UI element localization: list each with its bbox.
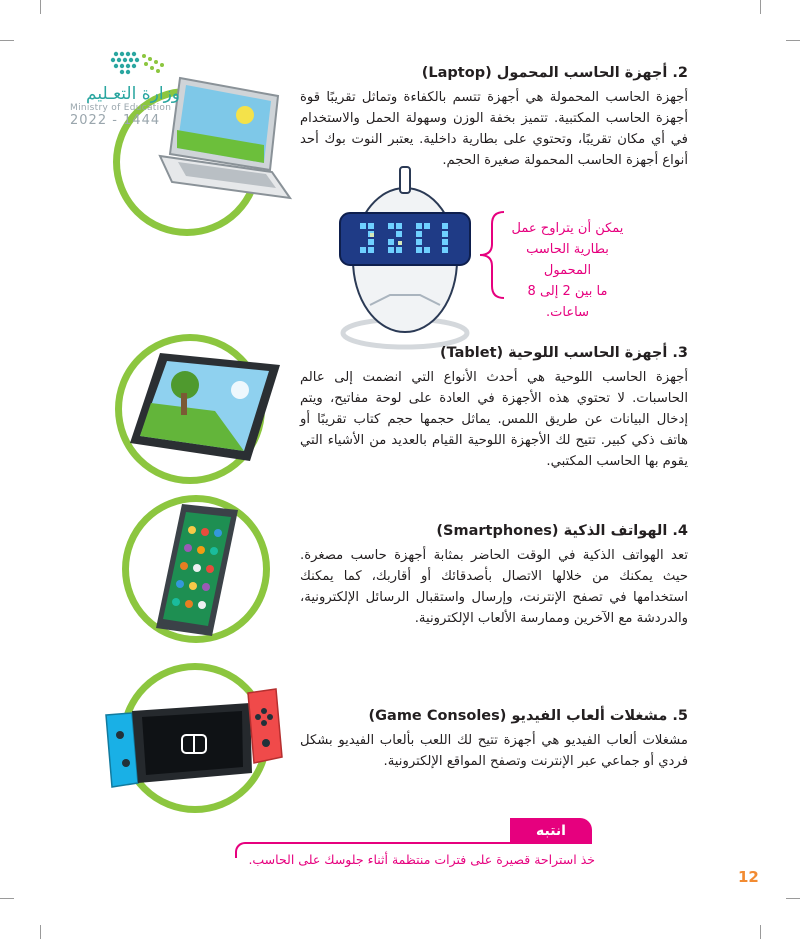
section-body: أجهزة الحاسب المحمولة هي أجهزة تتسم بالكفاءة وتماثل تقريبًا قوة أجهزة الحاسب المكتبية. تتميز بخفة الوزن وسهولة الحمل والاستخدام في أي مكان تقريبًا، وتحتوي على بطارية داخلية. يعتبر النوت بوك أحد أنواع أجهزة الحاسب المحمولة صغيرة الحجم.	[300, 90, 688, 168]
crop-mark	[40, 0, 41, 14]
section-game-consoles	[300, 708, 688, 772]
brace-icon	[478, 210, 508, 300]
section-body: مشغلات ألعاب الفيديو هي أجهزة تتيح لك اللعب بألعاب الفيديو بشكل فردي أو جماعي عبر الإنترنت وتصفح المواقع الإلكترونية.	[300, 733, 688, 769]
section-heading: 3. أجهزة الحاسب اللوحية (Tablet)	[439, 345, 688, 361]
section-smartphones	[300, 523, 688, 629]
battery-tip	[505, 218, 630, 323]
crop-mark	[760, 925, 761, 939]
battery-tip-line: يمكن أن يتراوح عمل	[511, 221, 624, 236]
crop-mark	[40, 925, 41, 939]
logo-year: 2022 - 1444	[70, 113, 161, 128]
game-console-image	[100, 685, 285, 795]
crop-mark	[786, 898, 800, 899]
note-title: انتبه	[510, 818, 592, 844]
section-tablet	[300, 345, 688, 472]
ministry-logo	[70, 50, 180, 128]
crop-mark	[0, 40, 14, 41]
logo-arabic-name: وزارة التعـليم	[86, 84, 180, 104]
crop-mark	[786, 40, 800, 41]
battery-tip-line: ما بين 2 إلى 8 ساعات.	[527, 284, 608, 320]
logo-english-name: Ministry of Education	[70, 103, 172, 113]
logo-dots-icon	[76, 50, 176, 78]
tablet-image	[125, 345, 285, 465]
crop-mark	[760, 0, 761, 14]
smartphone-image	[150, 500, 245, 640]
section-body: تعد الهواتف الذكية في الوقت الحاضر بمثابة أجهزة حاسب مصغرة. حيث يمكنك من خلالها الاتصال بأصدقائك أو أقاربك، كما يمكنك استخدامها في تصفح الإنترنت، وإرسال واستقبال الرسائل الإلكترونية، والدردشة مع الآخرين وممارسة الألعاب الإلكترونية.	[300, 548, 688, 626]
page-number: 12	[738, 868, 759, 886]
section-laptop	[300, 65, 688, 171]
section-body: أجهزة الحاسب اللوحية هي أحدث الأنواع التي انضمت إلى عالم الحاسبات. لا تحتوي هذه الأجهزة في العادة على لوحة مفاتيح، ويتم إدخال البيانات عن طريق اللمس. يماثل حجمها حجم كتاب تقريبًا أو هاتف ذكي كبير. تتيح لك الأجهزة اللوحية القيام بالعديد من الأشياء التي يقوم بها الحاسب المكتبي.	[300, 370, 688, 469]
section-heading: 2. أجهزة الحاسب المحمول (Laptop)	[421, 65, 688, 81]
section-heading: 4. الهواتف الذكية (Smartphones)	[436, 523, 688, 539]
battery-tip-line: بطارية الحاسب المحمول	[526, 242, 609, 278]
crop-mark	[0, 898, 14, 899]
note-text: خذ استراحة قصيرة على فترات منتظمة أثناء جلوسك على الحاسب.	[248, 852, 595, 867]
section-heading: 5. مشغلات ألعاب الفيديو (Game Consoles)	[368, 708, 688, 724]
battery-egg-image	[330, 165, 480, 350]
